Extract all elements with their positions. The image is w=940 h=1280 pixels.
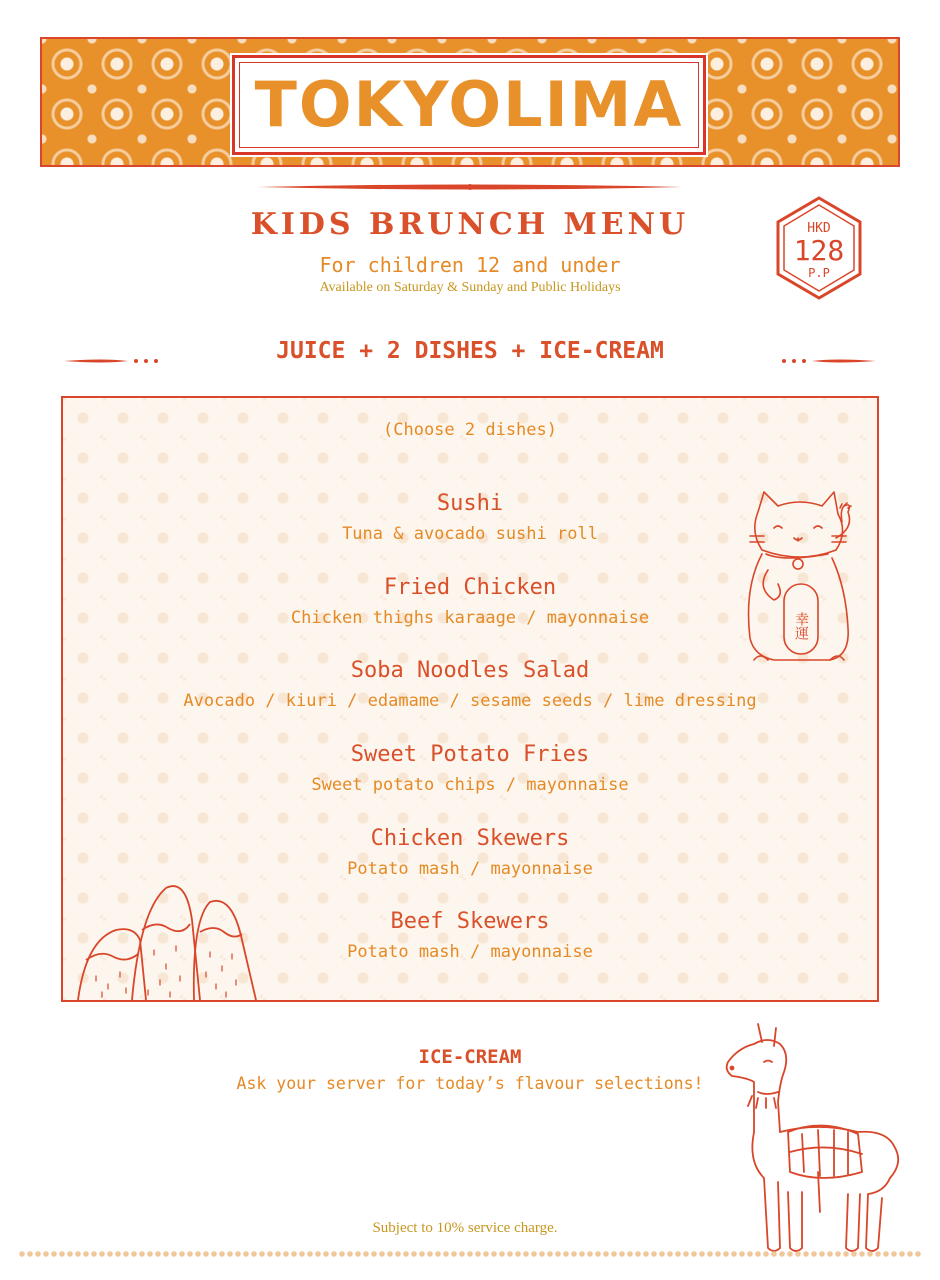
title-divider — [258, 180, 682, 194]
menu-subtitle: For children 12 and under — [319, 253, 621, 277]
lucky-cat-icon — [744, 488, 856, 674]
price-unit: P.P — [808, 266, 830, 280]
ice-cream-title: ICE-CREAM — [418, 1046, 522, 1068]
ice-cream-description: Ask your server for today’s flavour selections! — [236, 1074, 704, 1093]
logo-text: TOKYOLIMA — [254, 68, 684, 141]
bottom-border — [18, 1250, 922, 1258]
dish-description: Sweet potato chips / mayonnaise — [311, 775, 629, 795]
offer-rule-right — [780, 355, 876, 367]
price-currency: HKD — [807, 221, 831, 236]
logo — [232, 55, 706, 155]
offer-heading: JUICE + 2 DISHES + ICE-CREAM — [276, 338, 664, 364]
dish-description: Tuna & avocado sushi roll — [342, 524, 598, 544]
dish-name: Sushi — [436, 491, 504, 516]
dish-name: Fried Chicken — [383, 575, 557, 600]
dish-description: Potato mash / mayonnaise — [347, 859, 593, 879]
choose-note: (Choose 2 dishes) — [383, 420, 557, 440]
dish-name: Sweet Potato Fries — [350, 742, 590, 767]
service-charge-note: Subject to 10% service charge. — [372, 1220, 558, 1236]
price-amount: 128 — [793, 234, 845, 267]
dish-description: Potato mash / mayonnaise — [347, 942, 593, 962]
dish-name: Chicken Skewers — [370, 826, 570, 851]
dish-name: Soba Noodles Salad — [350, 658, 590, 683]
svg-text:幸運: 幸運 — [793, 612, 809, 640]
dish-name: Beef Skewers — [390, 909, 550, 934]
dish-description: Chicken thighs karaage / mayonnaise — [290, 608, 650, 628]
availability-note: Available on Saturday & Sunday and Public Holidays — [319, 280, 621, 295]
menu-title: KIDS BRUNCH MENU — [250, 207, 690, 242]
dish-description: Avocado / kiuri / edamame / sesame seeds / lime dressing — [183, 691, 757, 711]
mountains-icon — [76, 880, 262, 1002]
